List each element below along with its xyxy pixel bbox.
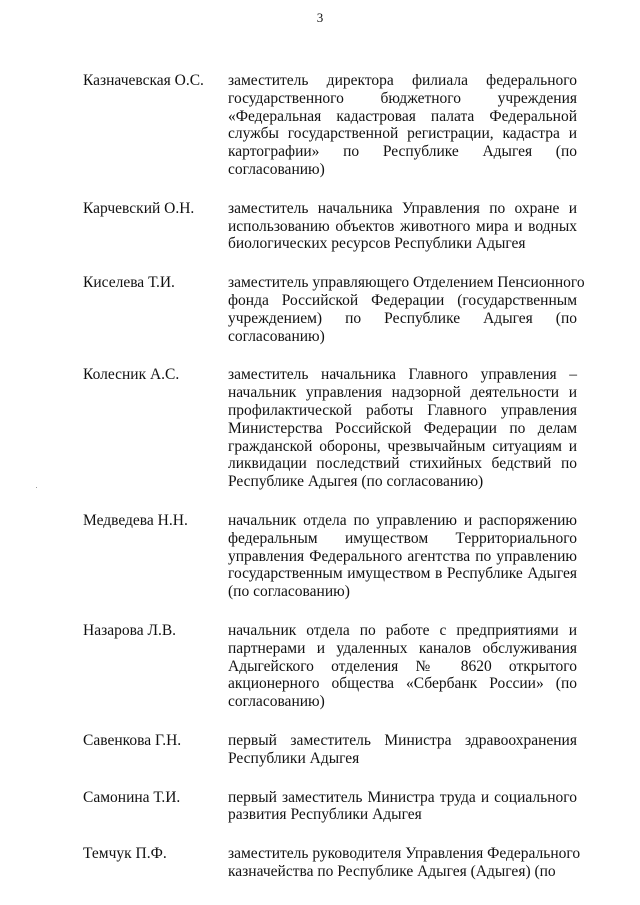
position-line: (по согласованию) bbox=[228, 583, 350, 601]
position-line: заместитель начальника Управления по охране и bbox=[228, 199, 577, 217]
position-line: Республике Адыгея (по согласованию) bbox=[228, 473, 484, 491]
member-position bbox=[228, 200, 577, 253]
member-entry bbox=[83, 732, 583, 768]
position-line: первый заместитель Министра труда и социального bbox=[228, 788, 577, 806]
member-entry bbox=[83, 72, 583, 179]
position-line: федеральным имуществом Территориального bbox=[228, 529, 577, 547]
member-name: Карчевский О.Н. bbox=[83, 199, 195, 217]
position-line: профилактической работы Главного управления bbox=[228, 401, 577, 419]
member-name: Медведева Н.Н. bbox=[83, 511, 188, 529]
page-number: 3 bbox=[316, 10, 324, 25]
position-line: заместитель директора филиала федерального bbox=[228, 72, 577, 89]
member-entry bbox=[83, 789, 583, 825]
position-line: заместитель начальника Главного управления – bbox=[228, 366, 577, 384]
member-name: Колесник А.С. bbox=[83, 366, 180, 384]
position-line: государственным имуществом в Республике Адыгея bbox=[228, 565, 577, 583]
member-name: Назарова Л.В. bbox=[83, 621, 177, 639]
position-line: начальник управления надзорной деятельности и bbox=[228, 384, 577, 402]
position-line: согласованию) bbox=[228, 693, 325, 711]
position-line: государственного бюджетного учреждения bbox=[228, 89, 577, 107]
member-list bbox=[83, 72, 583, 902]
position-line: Республики Адыгея bbox=[228, 749, 360, 767]
member-name: Киселева Т.И. bbox=[83, 274, 175, 292]
member-entry bbox=[83, 366, 583, 491]
position-line: начальник отдела по управлению и распоряжению bbox=[228, 511, 577, 529]
scan-mark bbox=[36, 487, 37, 488]
member-entry bbox=[83, 200, 583, 253]
member-name: Казначевская О.С. bbox=[83, 72, 204, 89]
position-line: использованию объектов животного мира и водных bbox=[228, 217, 577, 235]
position-line: картографии» по Республике Адыгея (по bbox=[228, 143, 577, 161]
member-position bbox=[228, 622, 577, 711]
position-line: первый заместитель Министра здравоохранения bbox=[228, 731, 577, 749]
position-line: управления Федерального агентства по управлению bbox=[228, 547, 577, 565]
position-line: учреждением) по Республике Адыгея (по bbox=[228, 309, 577, 327]
position-line: Адыгейского отделения № 8620 открытого bbox=[228, 657, 577, 675]
position-line: заместитель руководителя Управления Федерального bbox=[228, 845, 581, 863]
position-line: согласованию) bbox=[228, 327, 325, 345]
member-entry bbox=[83, 512, 583, 601]
position-line: биологических ресурсов Республики Адыгея bbox=[228, 235, 526, 253]
position-line: Министерства Российской Федерации по делам bbox=[228, 419, 577, 437]
position-line: партнерами и удаленных каналов обслуживания bbox=[228, 639, 577, 657]
member-position bbox=[228, 789, 577, 825]
member-name: Самонина Т.И. bbox=[83, 788, 181, 806]
member-entry bbox=[83, 274, 583, 345]
member-position bbox=[228, 845, 581, 881]
member-name: Савенкова Г.Н. bbox=[83, 731, 182, 749]
position-line: казначейства по Республике Адыгея (Адыгея) (по bbox=[228, 862, 556, 880]
member-position bbox=[228, 512, 577, 601]
position-line: развития Республики Адыгея bbox=[228, 806, 422, 824]
member-position bbox=[228, 72, 577, 179]
position-line: службы государственной регистрации, кадастра и bbox=[228, 125, 577, 143]
position-line: заместитель управляющего Отделением Пенсионного bbox=[228, 274, 585, 292]
position-line: акционерного общества «Сбербанк России» (по bbox=[228, 675, 577, 693]
member-entry bbox=[83, 622, 583, 711]
position-line: согласованию) bbox=[228, 160, 325, 178]
position-line: гражданской обороны, чрезвычайным ситуациям и bbox=[228, 437, 577, 455]
member-position bbox=[228, 732, 577, 768]
position-line: ликвидации последствий стихийных бедствий по bbox=[228, 455, 577, 473]
member-position bbox=[228, 366, 577, 491]
position-line: фонда Российской Федерации (государственным bbox=[228, 291, 577, 309]
member-entry bbox=[83, 845, 583, 881]
position-line: начальник отдела по работе с предприятиями и bbox=[228, 621, 577, 639]
member-name: Темчук П.Ф. bbox=[83, 845, 167, 863]
member-position bbox=[228, 274, 585, 345]
position-line: «Федеральная кадастровая палата Федеральной bbox=[228, 107, 577, 125]
